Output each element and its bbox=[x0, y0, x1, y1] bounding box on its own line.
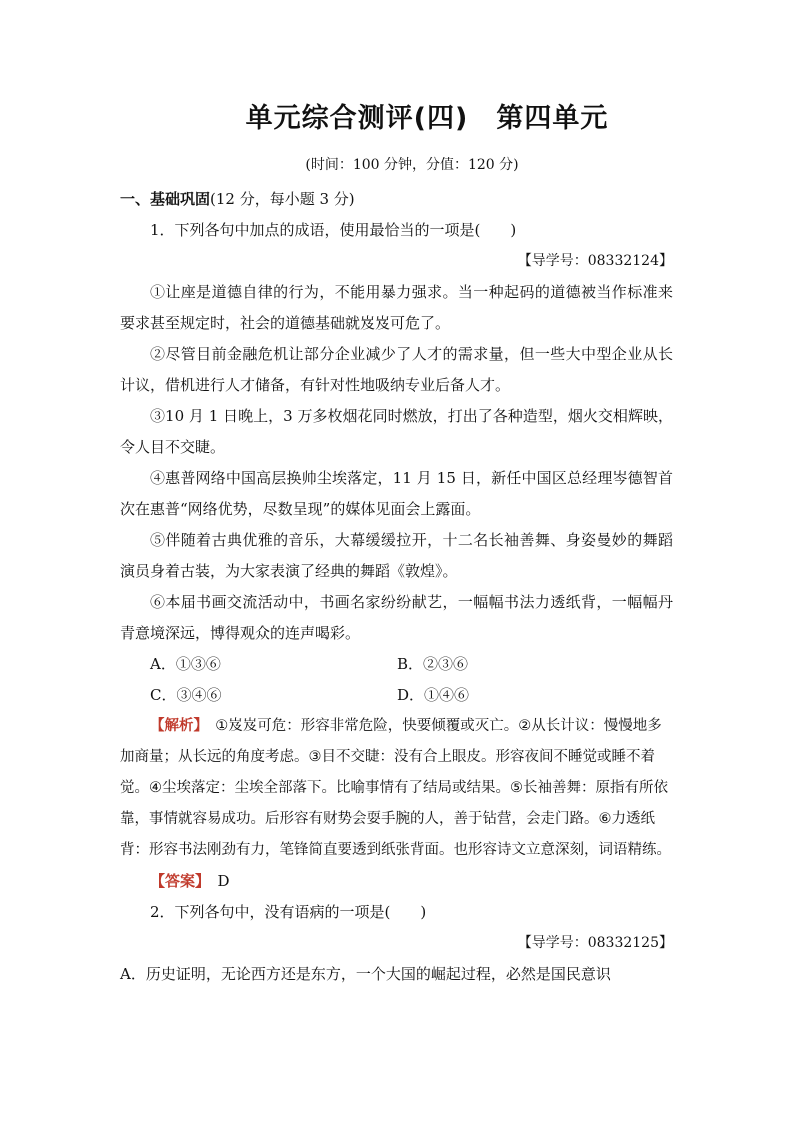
section-title: 一、基础巩固 bbox=[120, 190, 211, 208]
option-c: C．③④⑥ bbox=[150, 686, 222, 704]
q1-options-row-2 bbox=[120, 680, 673, 711]
option-a: A．①③⑥ bbox=[150, 655, 221, 673]
section-note: (12 分，每小题 3 分) bbox=[210, 190, 355, 208]
content bbox=[120, 184, 673, 990]
question-1-ref: 【导学号：08332124】 bbox=[517, 253, 673, 269]
question-2-ref: 【导学号：08332125】 bbox=[517, 935, 673, 951]
analysis-label: 【解析】 bbox=[150, 718, 201, 734]
option-d: D．①④⑥ bbox=[397, 686, 470, 704]
answer-label: 【答案】 bbox=[150, 872, 203, 890]
analysis-text: ①岌岌可危：形容非常危险，快要倾覆或灭亡。②从长计议：慢慢地多加商量；从长远的角度考虑。③目不交睫：没有合上眼皮。形容夜间不睡觉或睡不着觉。④尘埃落定：尘埃全部落下。比喻事情有了结局或结果。⑤长袖善舞：原指有所依靠，事情就容易成功。后形容有财势会耍手腕的人，善于钻营，会走门路。⑥力透纸背：形容书法刚劲有力，笔锋简直要透到纸张背面。也形容诗文立意深刻，词语精练。 bbox=[120, 718, 671, 858]
page-subtitle: (时间：100 分钟，分值：120 分) bbox=[305, 157, 519, 173]
q1-item-1: ①让座是道德自律的行为，不能用暴力强求。当一种起码的道德被当作标准来要求甚至规定时，社会的道德基础就岌岌可危了。 bbox=[120, 283, 673, 332]
page-title: 单元综合测评(四) 第四单元 bbox=[245, 103, 609, 134]
question-2-stem: 2．下列各句中，没有语病的一项是( ) bbox=[150, 903, 427, 921]
q1-item-2: ②尽管目前金融危机让部分企业减少了人才的需求量，但一些大中型企业从长计议，借机进行人才储备，有针对性地吸纳专业后备人才。 bbox=[120, 345, 673, 394]
question-1-stem: 1．下列各句中加点的成语，使用最恰当的一项是( ) bbox=[150, 221, 517, 239]
q1-options-row-1 bbox=[120, 649, 673, 680]
option-b: B．②③⑥ bbox=[397, 655, 469, 673]
q1-item-3: ③10 月 1 日晚上，3 万多枚烟花同时燃放，打出了各种造型，烟火交相辉映，令人目不交睫。 bbox=[120, 407, 673, 456]
q1-analysis bbox=[120, 711, 673, 866]
q1-item-5: ⑤伴随着古典优雅的音乐，大幕缓缓拉开，十二名长袖善舞、身姿曼妙的舞蹈演员身着古装，为大家表演了经典的舞蹈《敦煌》。 bbox=[120, 531, 673, 580]
answer-value: D bbox=[217, 872, 230, 890]
q1-item-4: ④惠普网络中国高层换帅尘埃落定，11 月 15 日，新任中国区总经理岑德智首次在惠普“网络优势，尽数呈现”的媒体见面会上露面。 bbox=[120, 469, 673, 518]
q1-answer bbox=[120, 866, 673, 897]
section-heading bbox=[120, 184, 673, 215]
q1-item-6: ⑥本届书画交流活动中，书画名家纷纷献艺，一幅幅书法力透纸背，一幅幅丹青意境深远，博得观众的连声喝彩。 bbox=[120, 593, 673, 642]
q2-option-a: A．历史证明，无论西方还是东方，一个大国的崛起过程，必然是国民意识 bbox=[120, 965, 611, 983]
